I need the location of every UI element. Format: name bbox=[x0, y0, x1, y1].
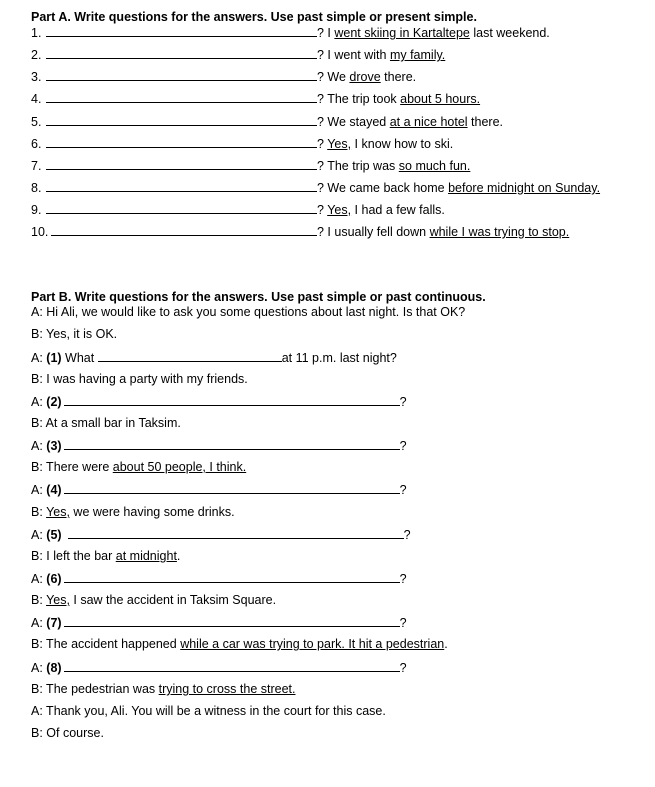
part-a-item bbox=[31, 224, 569, 240]
answer-suffix: I saw the accident in Taksim Square. bbox=[69, 593, 277, 607]
answer-prefix: B: bbox=[31, 593, 47, 607]
part-b-heading: Part B. Write questions for the answers. Use past simple or past continuous. bbox=[31, 290, 486, 304]
part-a-item bbox=[31, 69, 416, 85]
answer-prefix: B: There were bbox=[31, 460, 113, 474]
answer-suffix: . bbox=[176, 549, 181, 563]
question-number: (2) bbox=[46, 395, 62, 409]
answer-suffix: I know how to ski. bbox=[351, 137, 454, 151]
question-number: (6) bbox=[46, 572, 62, 586]
answer-underlined: before midnight on Sunday. bbox=[448, 181, 601, 195]
answer-underlined: about 5 hours. bbox=[400, 92, 481, 106]
answer-underlined: at midnight bbox=[115, 549, 177, 563]
answer-underlined: my family. bbox=[389, 48, 446, 62]
answer-prefix: ? bbox=[317, 203, 328, 217]
answer-underlined: Yes, bbox=[46, 505, 70, 519]
answer-blank-2[interactable] bbox=[64, 394, 400, 406]
part-a-item bbox=[31, 91, 480, 107]
answer-8 bbox=[31, 682, 295, 698]
final-line: B: Of course. bbox=[31, 726, 104, 740]
answer-prefix: ? I went with bbox=[317, 48, 390, 62]
answer-underlined: while a car was trying to park. It hit a pedestrian bbox=[180, 637, 445, 651]
part-a-item bbox=[31, 25, 550, 41]
answer-prefix: B: bbox=[31, 505, 47, 519]
answer-blank-4[interactable] bbox=[64, 482, 400, 494]
answer-blank-8[interactable] bbox=[64, 660, 400, 672]
speaker-a: A: bbox=[31, 439, 47, 453]
answer-prefix: ? I bbox=[317, 26, 335, 40]
answer-blank[interactable] bbox=[51, 224, 317, 236]
answer-prefix: B: The pedestrian was bbox=[31, 682, 159, 696]
answer-7 bbox=[31, 637, 448, 653]
speaker-a: A: bbox=[31, 483, 47, 497]
answer-blank[interactable] bbox=[46, 91, 317, 103]
part-a-item bbox=[31, 47, 445, 63]
question-number: (7) bbox=[46, 616, 62, 630]
answer-prefix: B: I left the bar bbox=[31, 549, 116, 563]
question-mark: ? bbox=[399, 483, 407, 497]
speaker-a: A: bbox=[31, 528, 47, 542]
question-4 bbox=[31, 482, 407, 498]
item-number: 4. bbox=[31, 92, 42, 106]
answer-prefix: ? The trip was bbox=[317, 159, 399, 173]
answer-underlined: went skiing in Kartaltepe bbox=[334, 26, 470, 40]
answer-blank-6[interactable] bbox=[64, 571, 400, 583]
question-mark: ? bbox=[399, 572, 407, 586]
speaker-a: A: bbox=[31, 661, 47, 675]
answer-blank[interactable] bbox=[46, 202, 317, 214]
answer-suffix: there. bbox=[380, 70, 417, 84]
question-5 bbox=[31, 527, 411, 543]
part-a-item bbox=[31, 202, 445, 218]
answer-6 bbox=[31, 593, 276, 609]
question-number: (5) bbox=[46, 528, 62, 542]
answer-suffix: we were having some drinks. bbox=[69, 505, 235, 519]
answer-4 bbox=[31, 505, 235, 521]
question-1 bbox=[31, 350, 397, 366]
question-mark: ? bbox=[399, 661, 407, 675]
answer-prefix: ? bbox=[317, 137, 328, 151]
item-number: 7. bbox=[31, 159, 42, 173]
question-number: (3) bbox=[46, 439, 62, 453]
question-prefix: What bbox=[61, 351, 98, 365]
answer-blank-7[interactable] bbox=[64, 615, 400, 627]
part-a-item bbox=[31, 158, 470, 174]
answer-blank-1[interactable] bbox=[98, 350, 282, 362]
item-number: 9. bbox=[31, 203, 42, 217]
answer-2: B: At a small bar in Taksim. bbox=[31, 416, 181, 430]
question-number: (1) bbox=[46, 351, 62, 365]
answer-underlined: about 50 people, I think. bbox=[112, 460, 247, 474]
answer-suffix: . bbox=[444, 637, 448, 651]
answer-blank[interactable] bbox=[46, 69, 317, 81]
answer-prefix: ? We came back home bbox=[317, 181, 449, 195]
answer-blank[interactable] bbox=[46, 114, 317, 126]
answer-1: B: I was having a party with my friends. bbox=[31, 372, 248, 386]
question-number: (4) bbox=[46, 483, 62, 497]
item-number: 2. bbox=[31, 48, 42, 62]
question-6 bbox=[31, 571, 407, 587]
answer-prefix: ? I usually fell down bbox=[317, 225, 430, 239]
answer-blank[interactable] bbox=[46, 136, 317, 148]
answer-underlined: Yes, bbox=[327, 203, 352, 217]
answer-blank[interactable] bbox=[46, 25, 317, 37]
speaker-a: A: bbox=[31, 395, 47, 409]
dialogue-intro: A: Hi Ali, we would like to ask you some questions about last night. Is that OK? bbox=[31, 305, 466, 319]
item-number: 1. bbox=[31, 26, 42, 40]
question-mark: ? bbox=[399, 395, 407, 409]
item-number: 5. bbox=[31, 115, 42, 129]
speaker-a: A: bbox=[31, 572, 47, 586]
question-mark: ? bbox=[399, 439, 407, 453]
answer-5 bbox=[31, 549, 180, 565]
item-number: 8. bbox=[31, 181, 42, 195]
answer-blank[interactable] bbox=[46, 47, 317, 59]
answer-blank-3[interactable] bbox=[64, 438, 400, 450]
answer-blank-5[interactable] bbox=[68, 527, 404, 539]
answer-prefix: B: The accident happened bbox=[31, 637, 181, 651]
question-2 bbox=[31, 394, 407, 410]
answer-prefix: ? The trip took bbox=[317, 92, 401, 106]
item-number: 6. bbox=[31, 137, 42, 151]
answer-suffix: I had a few falls. bbox=[351, 203, 445, 217]
speaker-a: A: bbox=[31, 351, 47, 365]
question-suffix: at 11 p.m. last night? bbox=[281, 351, 397, 365]
question-number: (8) bbox=[46, 661, 62, 675]
answer-underlined: Yes, bbox=[46, 593, 70, 607]
part-a-item bbox=[31, 180, 600, 196]
speaker-a: A: bbox=[31, 616, 47, 630]
item-number: 10. bbox=[31, 225, 49, 239]
question-7 bbox=[31, 615, 407, 631]
answer-suffix: last weekend. bbox=[469, 26, 550, 40]
answer-underlined: trying to cross the street. bbox=[158, 682, 296, 696]
question-mark: ? bbox=[399, 616, 407, 630]
question-mark: ? bbox=[403, 528, 411, 542]
closing-line: A: Thank you, Ali. You will be a witness in the court for this case. bbox=[31, 704, 386, 718]
answer-underlined: so much fun. bbox=[398, 159, 471, 173]
answer-blank[interactable] bbox=[46, 158, 317, 170]
answer-underlined: drove bbox=[349, 70, 381, 84]
answer-suffix: there. bbox=[467, 115, 504, 129]
answer-underlined: Yes, bbox=[327, 137, 352, 151]
answer-underlined: while I was trying to stop. bbox=[429, 225, 570, 239]
answer-ok: B: Yes, it is OK. bbox=[31, 327, 118, 341]
answer-blank[interactable] bbox=[46, 180, 317, 192]
part-a-item bbox=[31, 114, 503, 130]
item-number: 3. bbox=[31, 70, 42, 84]
answer-prefix: ? We bbox=[317, 70, 350, 84]
answer-3 bbox=[31, 460, 246, 476]
question-3 bbox=[31, 438, 407, 454]
answer-underlined: at a nice hotel bbox=[389, 115, 468, 129]
question-8 bbox=[31, 660, 407, 676]
part-a-item bbox=[31, 136, 453, 152]
answer-prefix: ? We stayed bbox=[317, 115, 390, 129]
part-a-heading: Part A. Write questions for the answers. Use past simple or present simple. bbox=[31, 10, 477, 24]
